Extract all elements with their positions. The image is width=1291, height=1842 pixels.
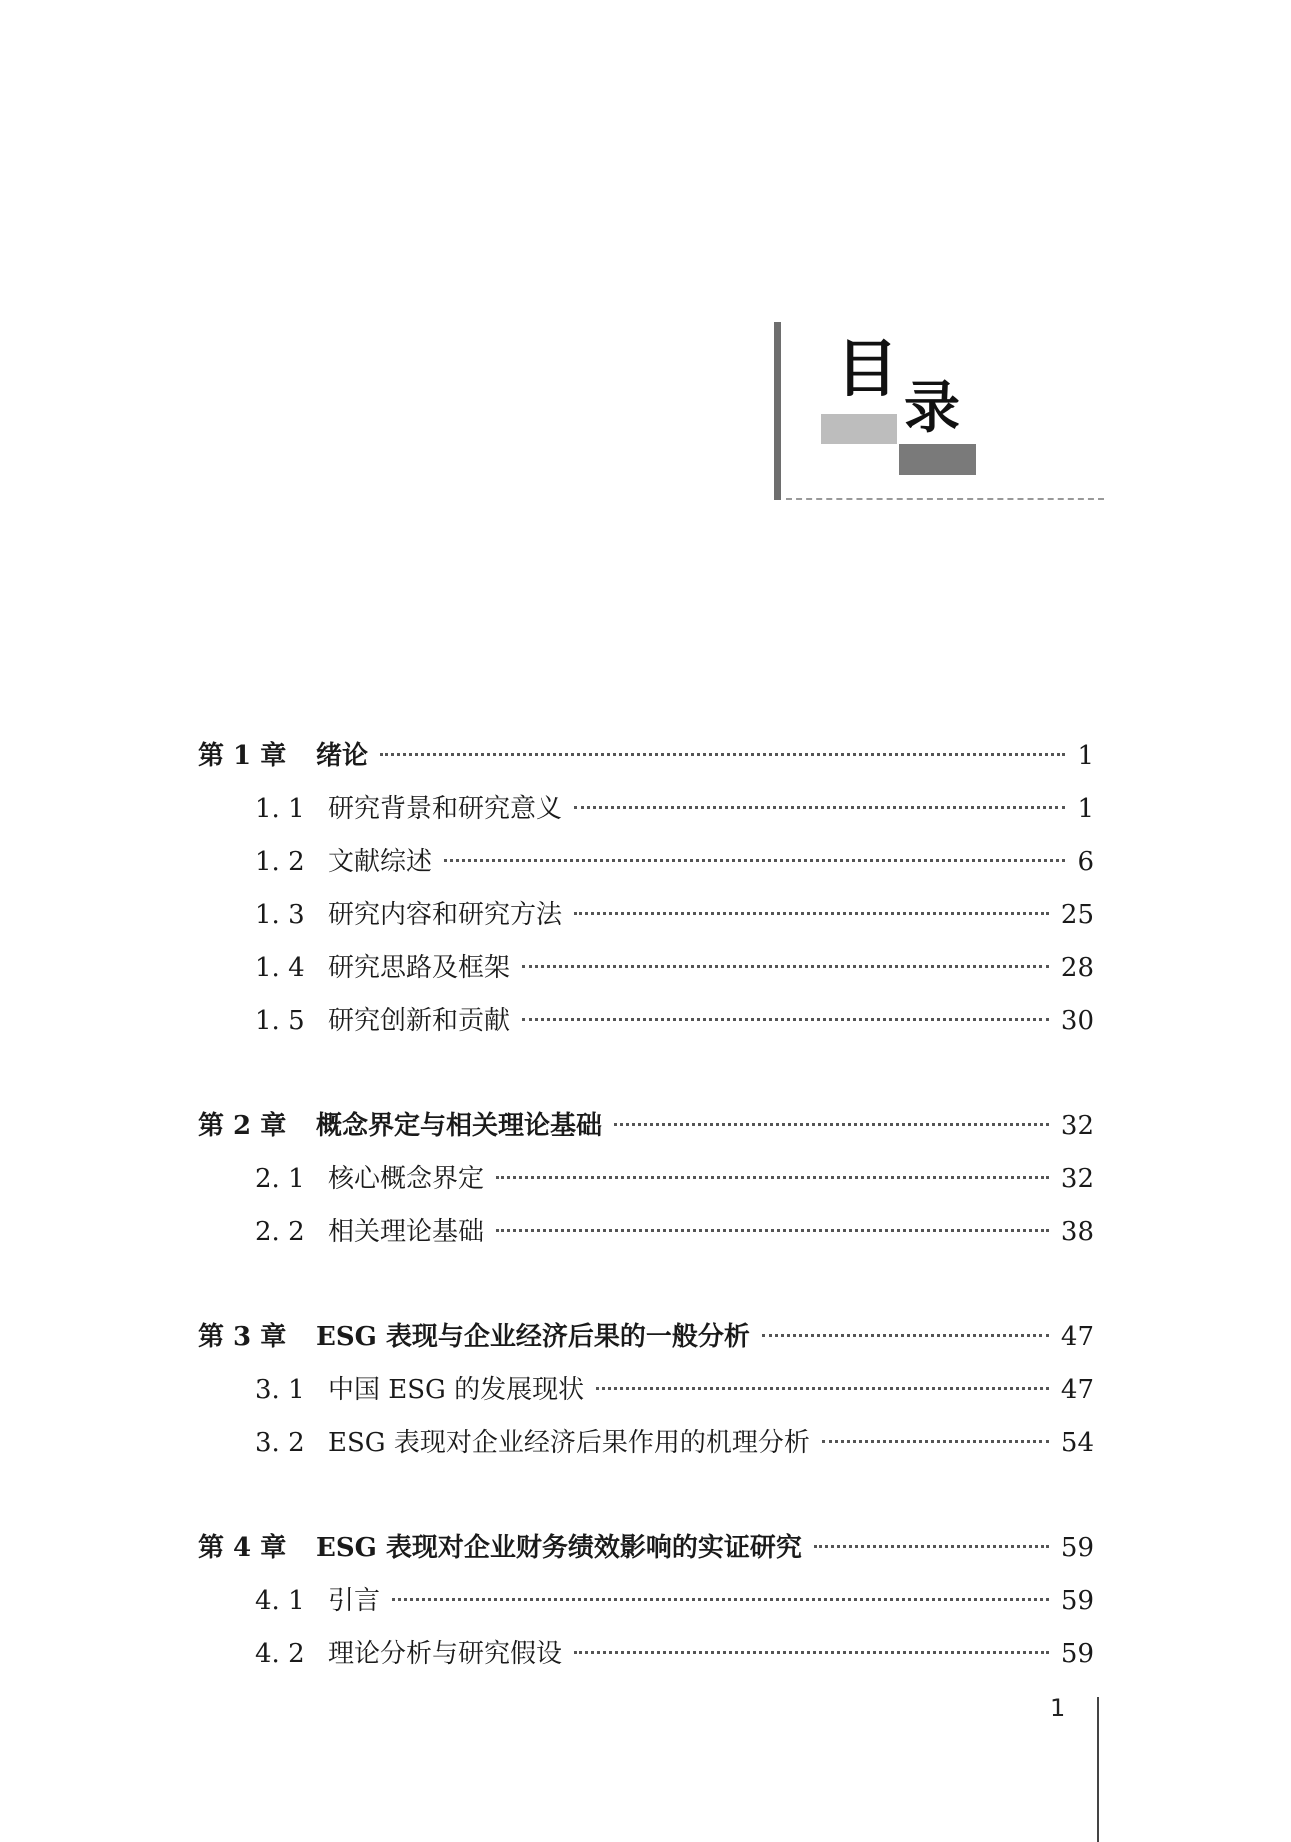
toc-section-entry[interactable] [198, 1575, 1094, 1628]
section-number: 4. 1 [255, 1586, 305, 1616]
page-ref: 59 [1060, 1586, 1094, 1616]
chapter-title: ESG 表现对企业财务绩效影响的实证研究 [316, 1533, 802, 1563]
section-title: 研究背景和研究意义 [328, 794, 563, 824]
page-ref: 1 [1077, 794, 1094, 824]
heading-char-lu: 录 [904, 375, 960, 441]
section-number: 3. 2 [255, 1428, 305, 1458]
page-ref: 32 [1060, 1111, 1094, 1141]
dot-leader [380, 753, 1065, 756]
page-ref: 47 [1060, 1375, 1094, 1405]
dot-leader [762, 1334, 1049, 1337]
toc-chapter-entry[interactable] [198, 1522, 1094, 1575]
section-title: 中国 ESG 的发展现状 [328, 1375, 585, 1405]
chapter-number: 第 4 章 [198, 1533, 287, 1563]
toc-chapter-group [198, 1311, 1094, 1470]
table-of-contents [198, 730, 1094, 1733]
page-ref: 59 [1060, 1533, 1094, 1563]
page-ref: 38 [1060, 1217, 1094, 1247]
heading-vertical-bar [774, 322, 781, 500]
toc-chapter-group [198, 1522, 1094, 1681]
page-ref: 1 [1077, 741, 1094, 771]
chapter-number: 第 3 章 [198, 1322, 287, 1352]
section-title: 相关理论基础 [328, 1217, 485, 1247]
toc-chapter-entry[interactable] [198, 730, 1094, 783]
chapter-title: ESG 表现与企业经济后果的一般分析 [316, 1322, 750, 1352]
section-title: ESG 表现对企业经济后果作用的机理分析 [328, 1428, 810, 1458]
dot-leader [522, 965, 1049, 968]
toc-section-entry[interactable] [198, 1417, 1094, 1470]
page-ref: 59 [1060, 1639, 1094, 1669]
dot-leader [596, 1387, 1049, 1390]
dot-leader [822, 1440, 1049, 1443]
toc-section-entry[interactable] [198, 1206, 1094, 1259]
section-title: 文献综述 [328, 847, 433, 877]
chapter-number: 第 1 章 [198, 741, 287, 771]
section-number: 1. 2 [255, 847, 305, 877]
toc-section-entry[interactable] [198, 1628, 1094, 1681]
section-title: 核心概念界定 [328, 1164, 485, 1194]
section-number: 1. 1 [255, 794, 305, 824]
section-title: 引言 [328, 1586, 381, 1616]
footer-vertical-rule [1097, 1697, 1099, 1842]
page-ref: 28 [1060, 953, 1094, 983]
chapter-title: 绪论 [316, 741, 369, 771]
dot-leader [392, 1598, 1049, 1601]
section-title: 研究内容和研究方法 [328, 900, 563, 930]
toc-section-entry[interactable] [198, 995, 1094, 1048]
toc-section-entry[interactable] [198, 942, 1094, 995]
heading-dashed-rule [786, 498, 1104, 500]
toc-section-entry[interactable] [198, 783, 1094, 836]
toc-section-entry[interactable] [198, 836, 1094, 889]
dot-leader [496, 1176, 1049, 1179]
section-number: 2. 2 [255, 1217, 305, 1247]
section-number: 1. 3 [255, 900, 305, 930]
toc-section-entry[interactable] [198, 1364, 1094, 1417]
dot-leader [574, 806, 1065, 809]
page-ref: 25 [1060, 900, 1094, 930]
toc-heading [774, 322, 1104, 502]
page-ref: 6 [1077, 847, 1094, 877]
section-title: 研究创新和贡献 [328, 1006, 511, 1036]
page-ref: 32 [1060, 1164, 1094, 1194]
toc-chapter-group [198, 1100, 1094, 1259]
toc-chapter-group [198, 730, 1094, 1048]
dot-leader [614, 1123, 1049, 1126]
toc-section-entry[interactable] [198, 1153, 1094, 1206]
dot-leader [574, 1651, 1049, 1654]
heading-light-block [821, 414, 897, 444]
dot-leader [444, 859, 1065, 862]
toc-chapter-entry[interactable] [198, 1100, 1094, 1153]
section-number: 1. 4 [255, 953, 305, 983]
section-number: 4. 2 [255, 1639, 305, 1669]
chapter-title: 概念界定与相关理论基础 [316, 1111, 603, 1141]
toc-chapter-entry[interactable] [198, 1311, 1094, 1364]
section-number: 2. 1 [255, 1164, 305, 1194]
heading-char-mu: 目 [836, 332, 899, 405]
page-ref: 54 [1060, 1428, 1094, 1458]
section-title: 理论分析与研究假设 [328, 1639, 563, 1669]
toc-section-entry[interactable] [198, 889, 1094, 942]
page-ref: 47 [1060, 1322, 1094, 1352]
page-ref: 30 [1060, 1006, 1094, 1036]
footer-page-number: 1 [1050, 1694, 1066, 1722]
dot-leader [574, 912, 1049, 915]
section-title: 研究思路及框架 [328, 953, 511, 983]
section-number: 3. 1 [255, 1375, 305, 1405]
heading-dark-block [899, 444, 976, 475]
dot-leader [814, 1545, 1049, 1548]
dot-leader [496, 1229, 1049, 1232]
section-number: 1. 5 [255, 1006, 305, 1036]
chapter-number: 第 2 章 [198, 1111, 287, 1141]
dot-leader [522, 1018, 1049, 1021]
